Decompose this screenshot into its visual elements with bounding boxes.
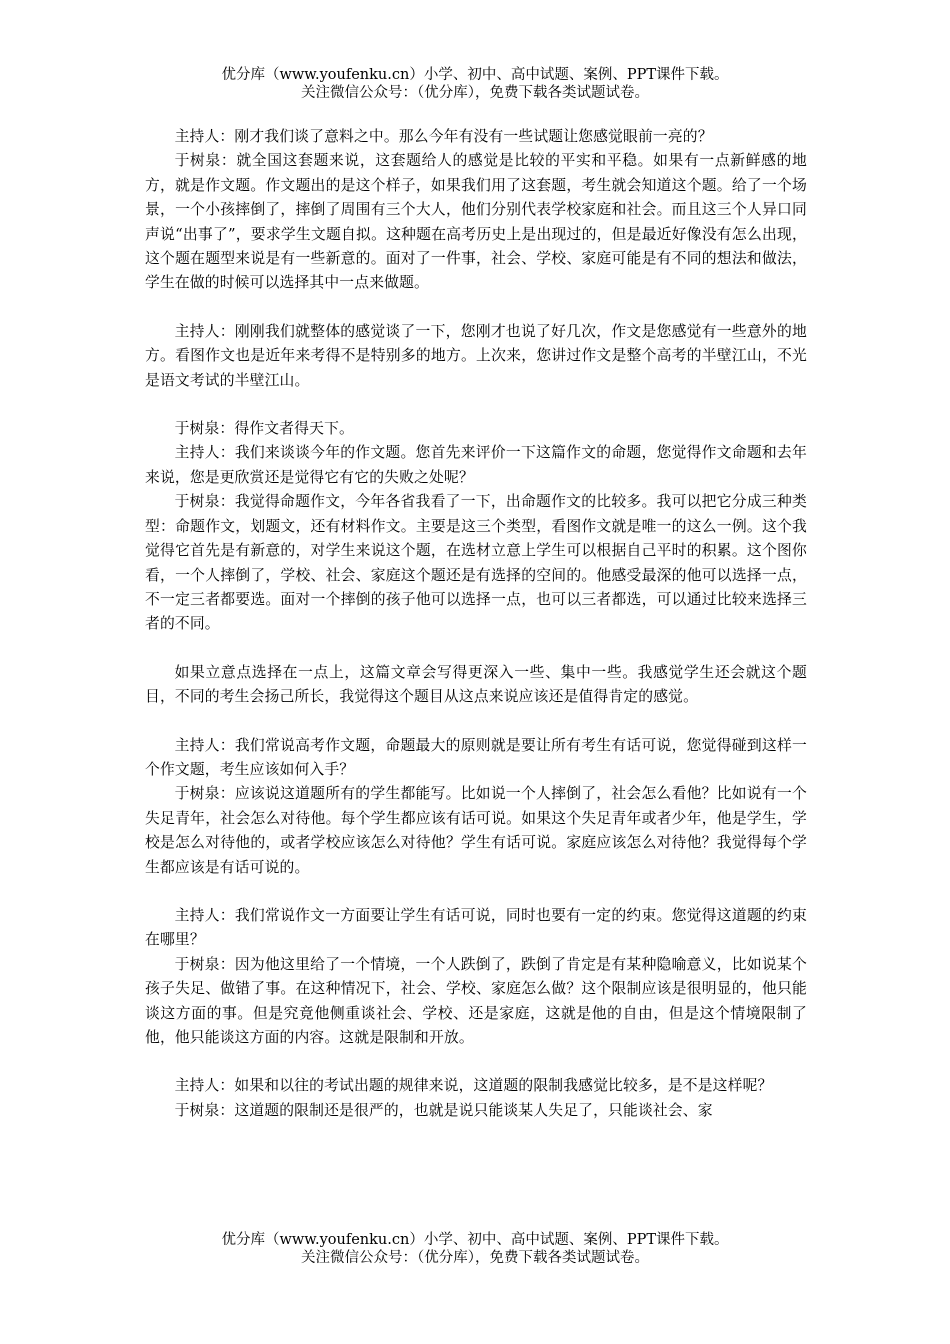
paragraph: 于树泉：就全国这套题来说，这套题给人的感觉是比较的平实和平稳。如果有一点新鲜感的地方，就是作文题。作文题出的是这个样子，如果我们用了这套题，考生就会知道这个题。给了一个场景，一个小孩摔倒了，摔倒了周围有三个大人，他们分别代表学校家庭和社会。而且这三个人异口同声说“出事了”，要求学生文题自拟。这种题在高考历史上是出现过的，但是最近好像没有怎么出现，这个题在题型来说是有一些新意的。面对了一件事，社会、学校、家庭可能是有不同的想法和做法，学生在做的时候可以选择其中一点来做题。 (145, 152, 807, 292)
paragraph: 于树泉：这道题的限制还是很严的，也就是说只能谈某人失足了，只能谈社会、家 (174, 1101, 713, 1119)
header-line-1: 优分库（www.youfenku.cn）小学、初中、高中试题、案例、PPT课件下载。 (221, 67, 729, 83)
paragraph: 主持人：我们常说作文一方面要让学生有话可说，同时也要有一定的约束。您觉得这道题的约束在哪里？ (145, 906, 807, 949)
paragraph: 于树泉：应该说这道题所有的学生都能写。比如说一个人摔倒了，社会怎么看他？比如说有一个失足青年，社会怎么对待他。每个学生都应该有话可说。如果这个失足青年或者少年，他是学生，学校是怎么对待他的，或者学校应该怎么对待他？学生有话可说。家庭应该怎么对待他？我觉得每个学生都应该是有话可说的。 (145, 785, 807, 876)
document-body (145, 125, 807, 1123)
page-header (0, 66, 950, 102)
header-line-2: 关注微信公众号：（优分库），免费下载各类试题试卷。 (301, 85, 649, 101)
footer-line-2: 关注微信公众号：（优分库），免费下载各类试题试卷。 (301, 1250, 649, 1266)
paragraph: 主持人：我们来谈谈今年的作文题。您首先来评价一下这篇作文的命题，您觉得作文命题和去年来说，您是更欣赏还是觉得它有它的失败之处呢？ (145, 444, 807, 486)
footer-line-1: 优分库（www.youfenku.cn）小学、初中、高中试题、案例、PPT课件下载。 (221, 1232, 729, 1248)
paragraph: 于树泉：我觉得命题作文，今年各省我看了一下，出命题作文的比较多。我可以把它分成三种类型：命题作文，划题文，还有材料作文。主要是这三个类型，看图作文就是唯一的这么一例。这个我觉得它首先是有新意的，对学生来说这个题，在选材立意上学生可以根据自己平时的积累。这个图你看，一个人摔倒了，学校、社会、家庭这个题还是有选择的空间的。他感受最深的他可以选择一点，不一定三者都要选。面对一个摔倒的孩子他可以选择一点，也可以三者都选，可以通过比较来选择三者的不同。 (145, 493, 807, 633)
paragraph: 于树泉：得作文者得天下。 (174, 420, 354, 438)
paragraph: 主持人：刚刚我们就整体的感觉谈了一下，您刚才也说了好几次，作文是您感觉有一些意外的地方。看图作文也是近年来考得不是特别多的地方。上次来，您讲过作文是整个高考的半壁江山，不光是语文考试的半壁江山。 (145, 322, 807, 389)
page-footer (0, 1231, 950, 1267)
paragraph: 主持人：如果和以往的考试出题的规律来说，这道题的限制我感觉比较多，是不是这样呢？ (174, 1077, 773, 1095)
paragraph: 主持人：我们常说高考作文题，命题最大的原则就是要让所有考生有话可说，您觉得碰到这样一个作文题，考生应该如何入手？ (145, 736, 807, 778)
paragraph: 如果立意点选择在一点上，这篇文章会写得更深入一些、集中一些。我感觉学生还会就这个题目，不同的考生会扬己所长，我觉得这个题目从这点来说应该还是值得肯定的感觉。 (145, 663, 807, 706)
paragraph: 主持人：刚才我们谈了意料之中。那么今年有没有一些试题让您感觉眼前一亮的？ (174, 128, 713, 145)
paragraph: 于树泉：因为他这里给了一个情境，一个人跌倒了，跌倒了肯定是有某种隐喻意义，比如说某个孩子失足、做错了事。在这种情况下，社会、学校、家庭怎么做？这个限制应该是很明显的，他只能谈这方面的事。但是究竟他侧重谈社会、学校、还是家庭，这就是他的自由，但是这个情境限制了他，他只能谈这方面的内容。这就是限制和开放。 (145, 955, 807, 1046)
